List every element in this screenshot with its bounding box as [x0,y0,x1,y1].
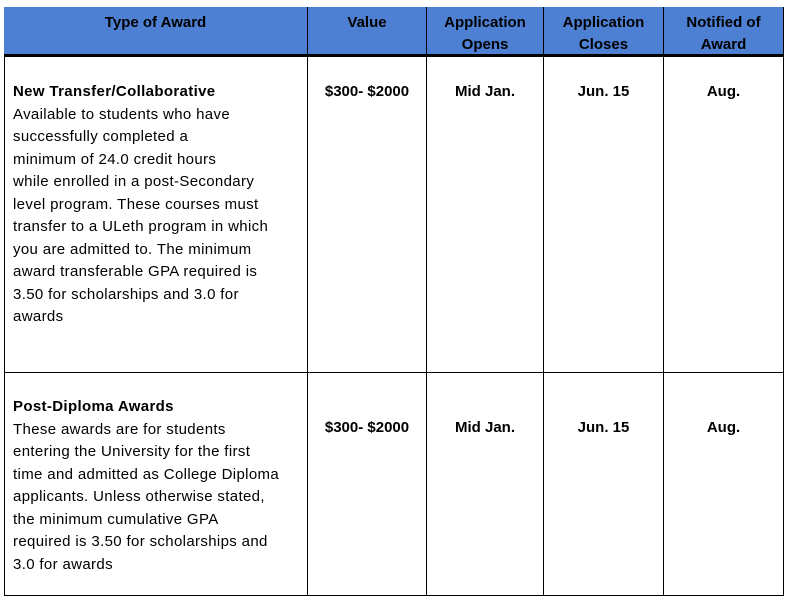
application-opens: Mid Jan. [427,57,544,373]
award-description-line: awards [13,308,64,325]
application-closes: Jun. 15 [544,57,664,373]
header-notified-of-award: Notified of Award [664,7,784,57]
table-row [4,373,784,596]
award-description-line: 3.50 for scholarships and 3.0 for [13,285,239,303]
award-description-line: transfer to a ULeth program in which [13,218,269,235]
header-application-opens: Application Opens [427,7,544,57]
award-title: Post-Diploma Awards [13,398,174,415]
award-description-line: required is 3.50 for scholarships and [13,533,268,550]
application-opens: Mid Jan. [427,373,544,596]
award-description-line: These awards are for students [13,420,226,438]
award-description-line: applicants. Unless otherwise stated, [13,488,265,505]
award-description-line: you are admitted to. The minimum [13,240,252,258]
award-description-line: minimum of 24.0 credit hours [13,150,217,168]
award-description-line: Available to students who have [13,105,231,123]
award-description-line: 3.0 for awards [13,555,113,573]
header-type-of-award: Type of Award [4,7,308,57]
header-value: Value [308,7,427,57]
award-value: $300- $2000 [308,373,427,596]
award-description-line: while enrolled in a post-Secondary [13,173,255,190]
award-description-line: award transferable GPA required is [13,263,258,280]
awards-table [4,7,784,596]
award-description-line: time and admitted as College Diploma [13,465,280,483]
award-description-cell [4,57,308,373]
award-title: New Transfer/Collaborative [13,83,216,100]
table-row [4,57,784,373]
award-description-line: the minimum cumulative GPA [13,510,219,528]
award-description-line: level program. These courses must [13,195,259,213]
award-description-line: successfully completed a [13,128,189,145]
award-description-cell [4,373,308,596]
notified-of-award: Aug. [664,373,784,596]
award-description-line: entering the University for the first [13,443,251,460]
header-application-closes: Application Closes [544,7,664,57]
table-header-row [4,7,784,57]
award-value: $300- $2000 [308,57,427,373]
notified-of-award: Aug. [664,57,784,373]
application-closes: Jun. 15 [544,373,664,596]
